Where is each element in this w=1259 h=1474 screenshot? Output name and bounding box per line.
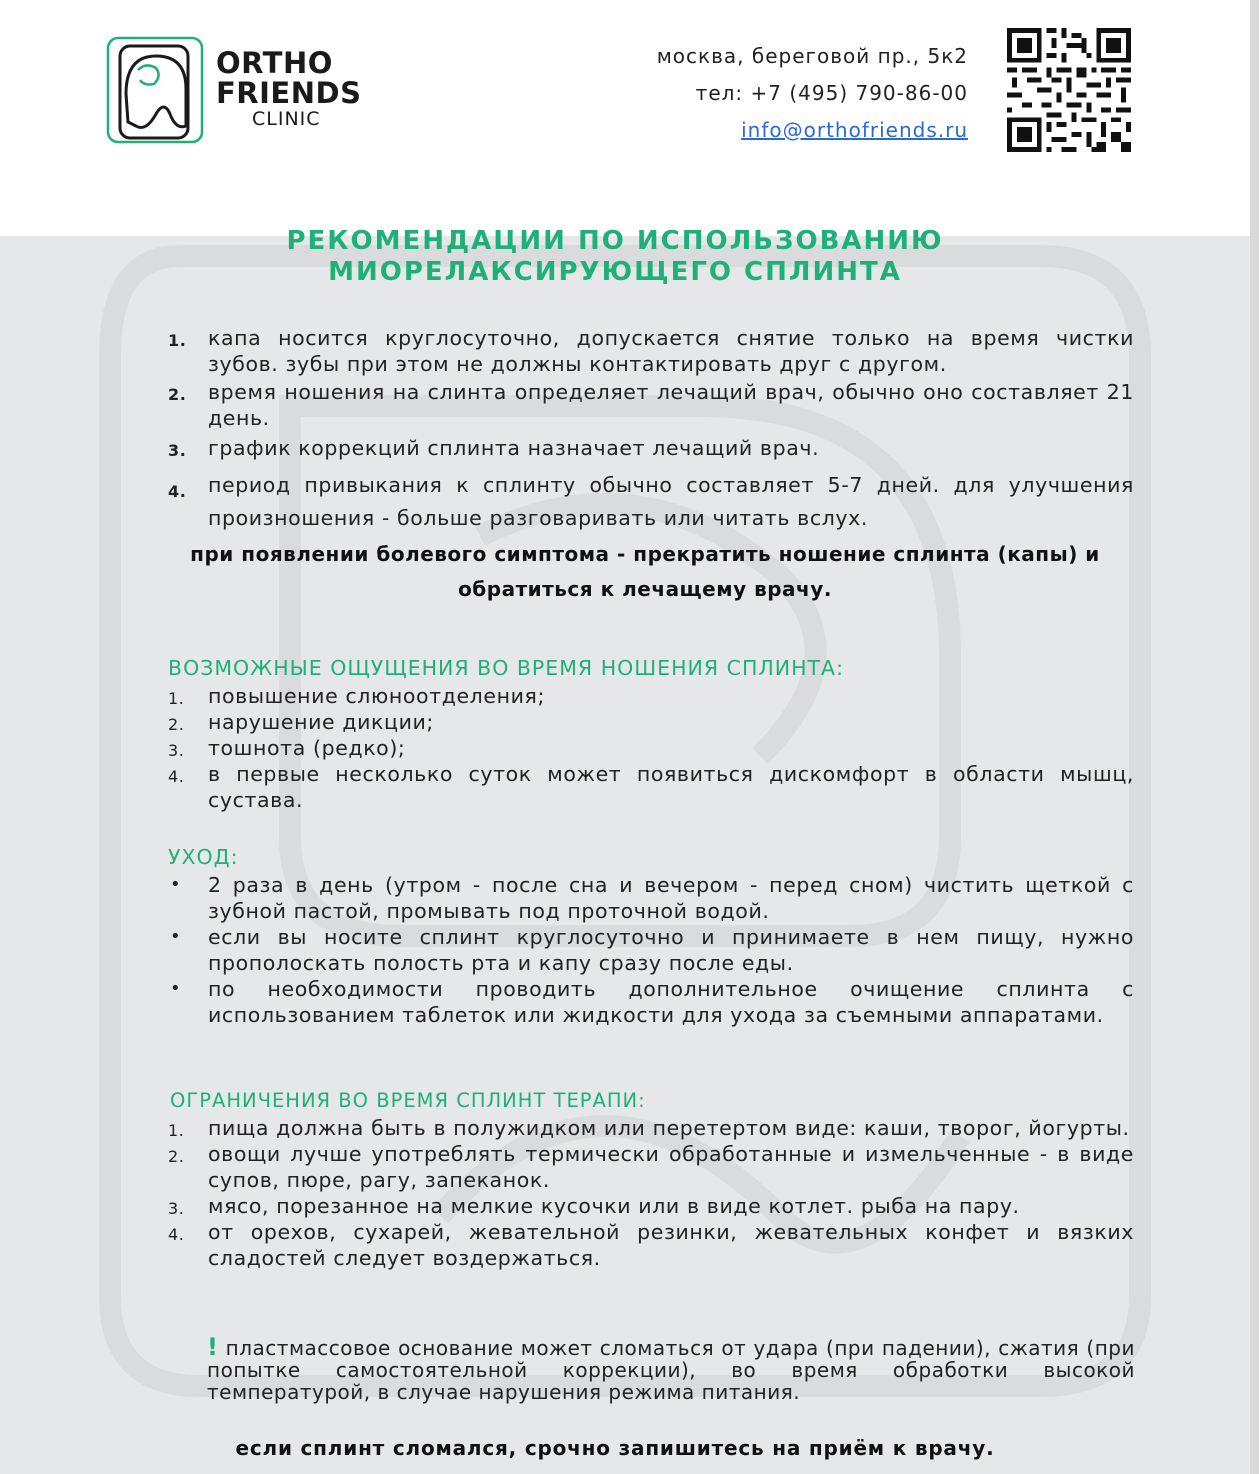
- warning-line-1: при появлении болевого симптома - прекратить ношение сплинта (капы) и: [190, 542, 1100, 566]
- restrictions-list: [168, 1115, 1134, 1271]
- item-text: период привыкания к сплинту обычно составляет 5-7 дней. для улучшения произношения - больше разговаривать или читать вслух.: [208, 473, 1134, 530]
- bullet-icon: •: [170, 926, 182, 947]
- list-item: [168, 1115, 1134, 1141]
- title-line-1: РЕКОМЕНДАЦИИ ПО ИСПОЛЬЗОВАНИЮ: [286, 226, 944, 256]
- item-text: график коррекций сплинта назначает лечащий врач.: [208, 436, 820, 460]
- item-text: по необходимости проводить дополнительное очищение сплинта с использованием таблеток или жидкости для ухода за съемными аппаратами.: [208, 977, 1134, 1027]
- item-number: 4.: [168, 482, 187, 501]
- item-number: 3.: [168, 441, 187, 460]
- main-recommendations-list: [168, 325, 1134, 535]
- brand-line-2: FRIENDS: [216, 76, 362, 110]
- list-item: [168, 872, 1134, 924]
- final-instruction: если сплинт сломался, срочно запишитесь на приём к врачу.: [235, 1436, 995, 1460]
- exclamation-icon: !: [207, 1333, 219, 1361]
- list-item: [168, 469, 1134, 535]
- item-text: мясо, порезанное на мелкие кусочки или в виде котлет. рыба на пару.: [208, 1194, 1020, 1218]
- item-text: время ношения на слинта определяет лечащий врач, обычно оно составляет 21 день.: [208, 380, 1134, 430]
- list-item: [168, 735, 1134, 761]
- list-item: [168, 1219, 1134, 1271]
- care-title: УХОД:: [168, 845, 239, 869]
- item-text: тошнота (редко);: [208, 736, 406, 760]
- list-item: [168, 709, 1134, 735]
- item-number: 2.: [168, 715, 185, 734]
- qr-code-icon[interactable]: [1005, 28, 1133, 152]
- address: москва, береговой пр., 5к2: [656, 44, 968, 68]
- item-text: если вы носите сплинт круглосуточно и принимаете в нем пищу, нужно прополоскать полость рта и капу сразу после еды.: [208, 925, 1134, 975]
- item-number: 2.: [168, 1147, 185, 1166]
- title-line-2: МИОРЕЛАКСИРУЮЩЕГО СПЛИНТА: [328, 257, 902, 287]
- phone: тел: +7 (495) 790-86-00: [695, 81, 968, 105]
- item-number: 4.: [168, 1225, 185, 1244]
- sensations-list: [168, 683, 1134, 813]
- item-number: 1.: [168, 331, 187, 350]
- list-item: [168, 924, 1134, 976]
- list-item: [168, 379, 1134, 431]
- page-title: [0, 226, 1230, 288]
- pain-warning: [150, 537, 1140, 607]
- item-text: 2 раза в день (утром - после сна и вечером - перед сном) чистить щеткой с зубной пастой, промывать под проточной водой.: [208, 873, 1134, 923]
- brand-line-3: CLINIC: [252, 108, 321, 130]
- care-list: [168, 872, 1134, 1028]
- item-number: 1.: [168, 689, 185, 708]
- restrictions-title: ОГРАНИЧЕНИЯ ВО ВРЕМЯ СПЛИНТ ТЕРАПИ:: [170, 1089, 646, 1112]
- warning-line-2: обратиться к лечащему врачу.: [458, 577, 832, 601]
- email-link[interactable]: info@orthofriends.ru: [741, 118, 968, 142]
- list-item: [168, 683, 1134, 709]
- note-text: пластмассовое основание может сломаться от удара (при падении), сжатия (при попытке самостоятельной коррекции), во время обработки высокой температурой, в случае нарушения режима питания.: [207, 1336, 1135, 1404]
- item-text: нарушение дикции;: [208, 710, 434, 734]
- breakage-note: [207, 1333, 1135, 1404]
- list-item: [168, 435, 1134, 461]
- contact-info: [657, 38, 968, 149]
- item-number: 4.: [168, 767, 185, 786]
- clinic-logo-text: [216, 48, 361, 130]
- list-item: [168, 1193, 1134, 1219]
- list-item: [168, 325, 1134, 377]
- item-number: 2.: [168, 385, 187, 404]
- sensations-title: ВОЗМОЖНЫЕ ОЩУЩЕНИЯ ВО ВРЕМЯ НОШЕНИЯ СПЛИНТА:: [168, 656, 844, 680]
- item-number: 3.: [168, 741, 185, 760]
- item-text: от орехов, сухарей, жевательной резинки, жевательных конфет и вязких сладостей следует воздержаться.: [208, 1220, 1134, 1270]
- bullet-icon: •: [170, 978, 182, 999]
- item-text: в первые несколько суток может появиться дискомфорт в области мышц, сустава.: [208, 762, 1134, 812]
- list-item: [168, 761, 1134, 813]
- item-text: капа носится круглосуточно, допускается снятие только на время чистки зубов. зубы при этом не должны контактировать друг с другом.: [208, 326, 1134, 376]
- item-number: 3.: [168, 1199, 185, 1218]
- item-text: пища должна быть в полужидком или перетертом виде: каши, творог, йогурты.: [208, 1116, 1130, 1140]
- list-item: [168, 1141, 1134, 1193]
- bullet-icon: •: [170, 874, 182, 895]
- page-edge: [1250, 0, 1259, 1474]
- list-item: [168, 976, 1134, 1028]
- brand-line-1: ORTHO: [216, 46, 333, 80]
- item-text: овощи лучше употреблять термически обработанные и измельченные - в виде супов, пюре, рагу, запеканок.: [208, 1142, 1134, 1192]
- item-text: повышение слюноотделения;: [208, 684, 545, 708]
- item-number: 1.: [168, 1121, 185, 1140]
